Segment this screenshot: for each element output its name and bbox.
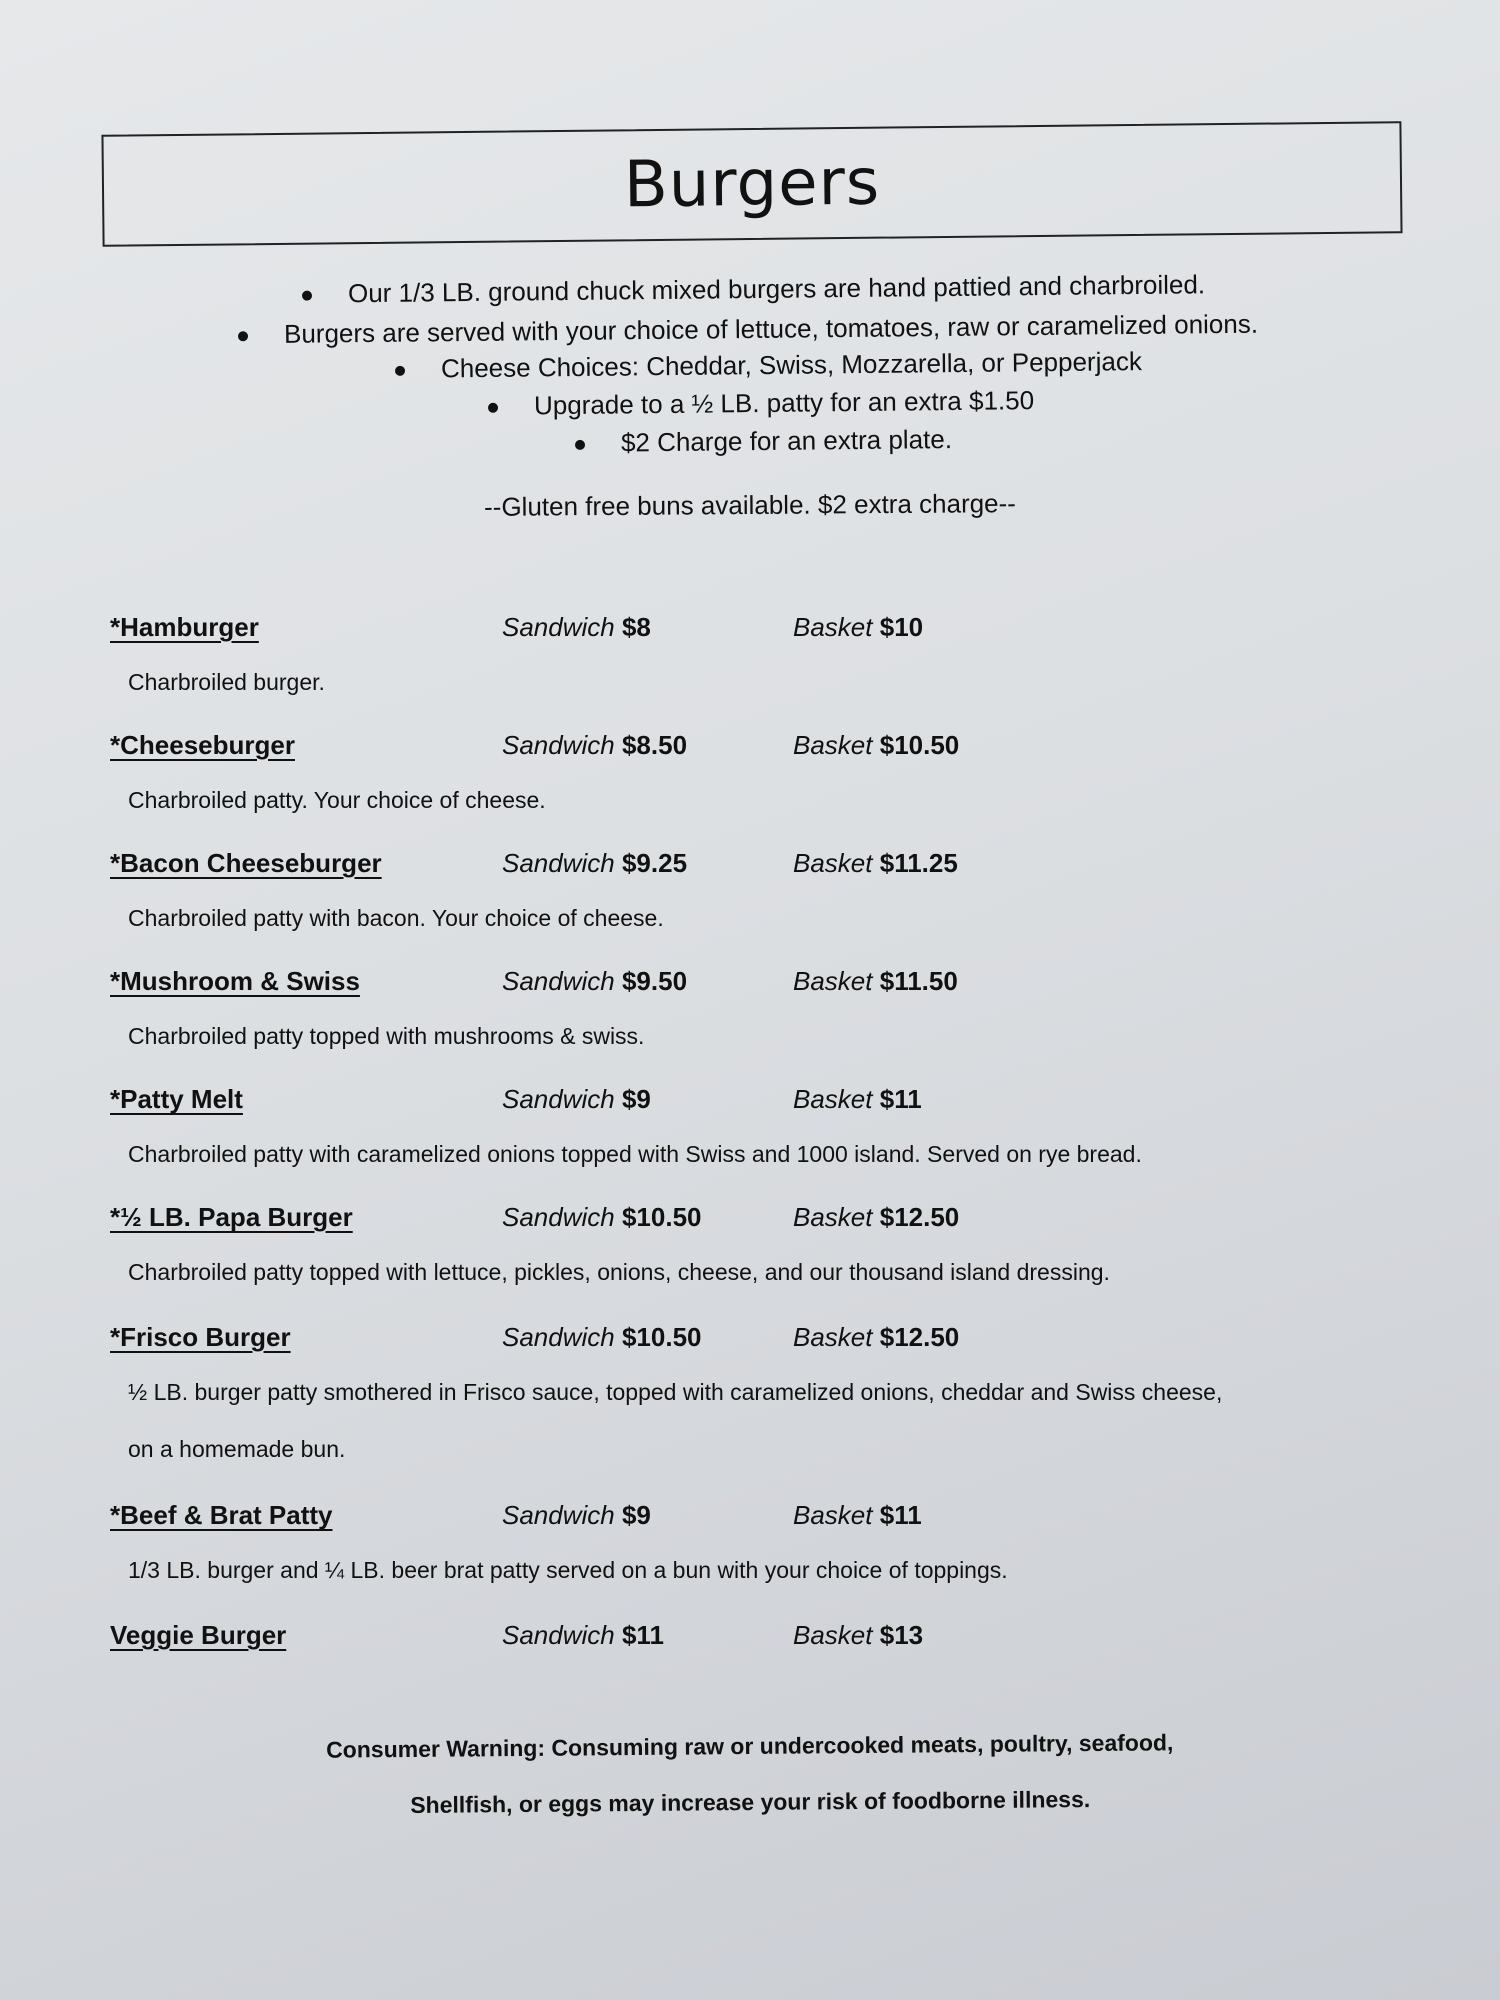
title-box	[101, 121, 1402, 247]
consumer-warning	[0, 1711, 1500, 1836]
bullet-item	[302, 269, 1205, 309]
item-description: ½ LB. burger patty smothered in Frisco sauce, topped with caramelized onions, cheddar and Swiss cheese,	[128, 1379, 1223, 1405]
item-name: *½ LB. Papa Burger	[110, 1202, 353, 1232]
bullet-dot-icon	[238, 331, 248, 341]
item-description: Charbroiled patty with caramelized onions topped with Swiss and 1000 island. Served on rye bread.	[128, 1141, 1142, 1167]
item-description: Charbroiled patty topped with lettuce, pickles, onions, cheese, and our thousand island dressing.	[128, 1259, 1110, 1285]
item-description: Charbroiled patty with bacon. Your choice of cheese.	[128, 905, 664, 931]
bullet-item	[238, 309, 1258, 351]
basket-price: Basket $11.50	[793, 966, 958, 996]
item-name: Veggie Burger	[110, 1620, 287, 1650]
sandwich-price: Sandwich $9	[502, 1500, 651, 1530]
bullet-item	[488, 385, 1034, 422]
item-name: *Mushroom & Swiss	[110, 966, 360, 996]
item-name: *Frisco Burger	[110, 1322, 291, 1352]
sandwich-price: Sandwich $9.25	[502, 848, 688, 878]
sandwich-price: Sandwich $8	[502, 612, 651, 642]
bullet-dot-icon	[575, 440, 585, 450]
bullet-item	[395, 346, 1142, 385]
warning-line: Consumer Warning: Consuming raw or undercooked meats, poultry, seafood,	[326, 1729, 1174, 1763]
warning-line: Shellfish, or eggs may increase your risk of foodborne illness.	[410, 1786, 1091, 1818]
item-description: 1/3 LB. burger and ¼ LB. beer brat patty served on a bun with your choice of toppings.	[128, 1557, 1008, 1583]
bullet-text: Cheese Choices: Cheddar, Swiss, Mozzarella, or Pepperjack	[440, 346, 1143, 384]
bullet-dot-icon	[395, 366, 405, 376]
sandwich-price: Sandwich $9.50	[502, 966, 688, 996]
item-name: *Hamburger	[110, 612, 259, 642]
bullet-text: $2 Charge for an extra plate.	[620, 424, 953, 458]
bullet-dot-icon	[302, 291, 312, 301]
bullet-item	[575, 424, 952, 459]
bullet-text: Burgers are served with your choice of lettuce, tomatoes, raw or caramelized onions.	[283, 308, 1259, 349]
basket-price: Basket $11	[793, 1500, 922, 1530]
sandwich-price: Sandwich $9	[502, 1084, 651, 1114]
item-name: *Cheeseburger	[110, 730, 295, 760]
basket-price: Basket $13	[793, 1620, 924, 1650]
basket-price: Basket $12.50	[793, 1202, 960, 1232]
basket-price: Basket $10.50	[793, 730, 960, 760]
sandwich-price: Sandwich $10.50	[502, 1322, 702, 1352]
item-name: *Patty Melt	[110, 1084, 243, 1114]
basket-price: Basket $11	[793, 1084, 922, 1114]
item-name: *Bacon Cheeseburger	[110, 848, 382, 878]
sandwich-price: Sandwich $10.50	[502, 1202, 702, 1232]
bullet-text: Upgrade to a ½ LB. patty for an extra $1.50	[533, 385, 1035, 421]
item-description: Charbroiled burger.	[128, 669, 325, 695]
basket-price: Basket $10	[793, 612, 924, 642]
item-description: Charbroiled patty. Your choice of cheese.	[128, 787, 546, 813]
item-name: *Beef & Brat Patty	[110, 1500, 333, 1530]
item-description: on a homemade bun.	[128, 1436, 346, 1462]
basket-price: Basket $12.50	[793, 1322, 960, 1352]
basket-price: Basket $11.25	[793, 848, 958, 878]
sandwich-price: Sandwich $8.50	[502, 730, 688, 760]
sandwich-price: Sandwich $11	[502, 1620, 664, 1650]
bullet-dot-icon	[488, 403, 498, 413]
bullet-text: Our 1/3 LB. ground chuck mixed burgers are hand pattied and charbroiled.	[347, 269, 1206, 309]
page-title: Burgers	[623, 145, 881, 223]
item-description: Charbroiled patty topped with mushrooms & swiss.	[128, 1023, 645, 1049]
gluten-free-note: --Gluten free buns available. $2 extra charge--	[483, 488, 1017, 522]
